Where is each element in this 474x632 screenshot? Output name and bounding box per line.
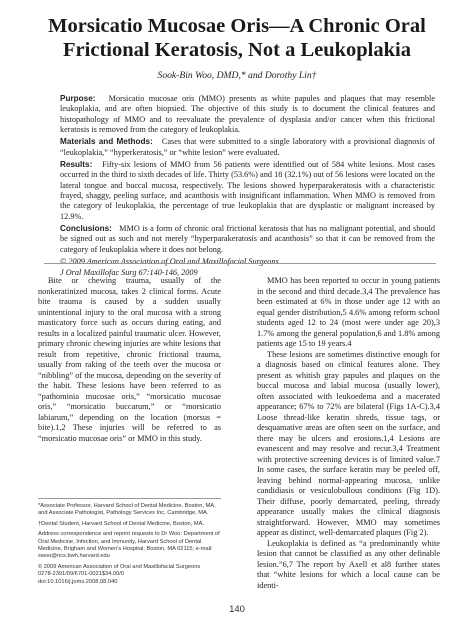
abstract-copyright: © 2009 American Association of Oral and Maxillofacial Surgeons xyxy=(60,257,279,267)
abstract-purpose xyxy=(60,94,435,135)
footnote-issn: 0278-2391/09/6701-0021$34.00/0 xyxy=(38,571,125,578)
abstract-results xyxy=(60,160,435,222)
right-paragraph-2: These lesions are sometimes distinctive enough for a diagnosis based on clinical features alone. They present as whitish gray papules and plaques on the buccal mucosa and labial mucosa (usually lower), often associated with leukoedema and a macerated appearance; 67% to 72% are bilateral (Figs 1A-C).3,4 Loose thread-like keratin shreds, tissue tags, or desquamative areas are often seen on the surface, and there may be ulcers and erosions.1,4 Lesions are evanescent and may resolve and recur.3,4 Treatment with protective screening devices is of limited value.7 In some cases, the surface keratin may be peeled off, leaving behind normal-appearing mucosa, unlike candidiasis or vesiculobullous conditions (Fig 1D). Their diffuse, poorly demarcated, peeling, thready appearance usually makes the clinical diagnosis straightforward. However, MMO may sometimes appear as distinct, well-demarcated plaques (Fig 2). xyxy=(257,349,440,537)
footnote-copyright: © 2009 American Association of Oral and Maxillofacial Surgeons xyxy=(38,563,201,570)
conclusions-label: Conclusions: xyxy=(60,224,112,234)
purpose-label: Purpose: xyxy=(60,94,96,103)
journal-citation: J Oral Maxillofac Surg 67:140-146, 2009 xyxy=(60,267,198,277)
footnote-author-1: *Associate Professor, Harvard School of Dental Medicine, Boston, MA, and Associate Pathologist, Pathology Services Inc, Cambridge, MA. xyxy=(38,503,216,517)
footnote-author-2: †Dental Student, Harvard School of Dental Medicine, Boston, MA. xyxy=(38,520,204,527)
right-paragraph-1: MMO has been reported to occur in young patients in the second and third decade.3,4 The prevalence has been estimated at 6% in those under age 12 with an equal gender distribution,5 4.6% among reform school students aged 12 to 24 (most were under age 20),3 1.7% among the general population,6 and 1.8% among patients age 15 to 19 years.4 xyxy=(257,276,440,348)
footnote-divider xyxy=(38,498,221,499)
title-line-2: Frictional Keratosis, Not a Leukoplakia xyxy=(63,39,411,61)
article-title xyxy=(30,14,444,62)
methods-label: Materials and Methods: xyxy=(60,137,153,147)
results-text: Fifty-six lesions of MMO from 56 patients were identified out of 584 white lesions. Most cases occurred in the third to sixth decades of life. Thirty (53.6%) and 18 (32.1%) out of 56 lesions were located on the lateral tongue and buccal mucosa, respectively. The lesions showed hyperparakeratosis with a characteristic frayed, shaggy, peeling surface, and acanthosis with insignificant inflammation. When MMO is removed from the category of leukoplakia, the percentage of true leukoplakia that are dysplastic or malignant increased by 12.9%. xyxy=(60,160,435,221)
conclusions-text: MMO is a form of chronic oral frictional keratosis that has no malignant potential, and should be signed out as such and not merely “hyperparakeratosis and acanthosis” so that it can be removed from the category of leukoplakia where it does not belong. xyxy=(60,224,435,254)
abstract xyxy=(60,94,435,278)
footnote-doi: doi:10.1016/j.joms.2008.08.040 xyxy=(38,578,118,585)
left-column xyxy=(38,276,221,444)
methods-text: Cases that were submitted to a single laboratory with a provisional diagnosis of “leukoplakia,” “hyperkeratosis,” or “white lesion” were evaluated. xyxy=(60,137,436,157)
results-label: Results: xyxy=(60,160,93,170)
left-paragraph-1: Bite or chewing trauma, usually of the nonkeratinized mucosa, takes 2 clinical forms. Acute bite trauma is caused by a sudden usually unintentional injury to the oral mucosa with a strong masticatory force such as occurs during eating, and results in a localized painful traumatic ulcer. However, primary chronic chewing injuries are white lesions that result from repetitive, chronic frictional trauma, usually from raking of the teeth over the mucosa or “nibbling” of the mucosa, depending on the severity of the habit. These lesions have been referred to as “pathominia mucosae oris,” “morsicatio mucosae oris,” “morsicatio buccarum,” or “morsicatio labiarum,” depending on the location (morsus = bite).1,2 These injuries will be referred to as “morsicatio mucosae oris” or MMO in this study. xyxy=(38,276,221,443)
abstract-conclusions xyxy=(60,224,435,255)
section-divider xyxy=(44,263,436,264)
purpose-text: Morsicatio mucosae oris (MMO) presents as white papules and plaques that may resemble leukoplakia, and are often biopsied. The objective of this study is to document the clinical features and histopathology of MMO and to reevaluate the prevalence of dysplasia and/or cancer when this frictional keratosis is removed from the category of leukoplakia. xyxy=(60,94,436,135)
abstract-methods xyxy=(60,137,435,158)
right-column xyxy=(257,276,440,591)
footnotes xyxy=(38,503,221,586)
right-paragraph-3: Leukoplakia is defined as “a predominantly white lesion that cannot be classified as any other definable lesion.”6,7 The report by Axell et al8 further states that “white lesions for which a local cause can be identi- xyxy=(257,538,440,590)
title-line-1: Morsicatio Mucosae Oris—A Chronic Oral xyxy=(48,15,426,37)
author-line: Sook-Bin Woo, DMD,* and Dorothy Lin† xyxy=(157,70,317,81)
page-number: 140 xyxy=(229,604,245,615)
footnote-correspondence: Address correspondence and reprint requests to Dr Woo: Department of Oral Medicine, Infection, and Immunity, Harvard School of Dental Medicine, Brigham and Women's Hospital, Boston, MA 02115; e-mail: swoo@rics.bwh.harvard.edu xyxy=(38,531,220,560)
